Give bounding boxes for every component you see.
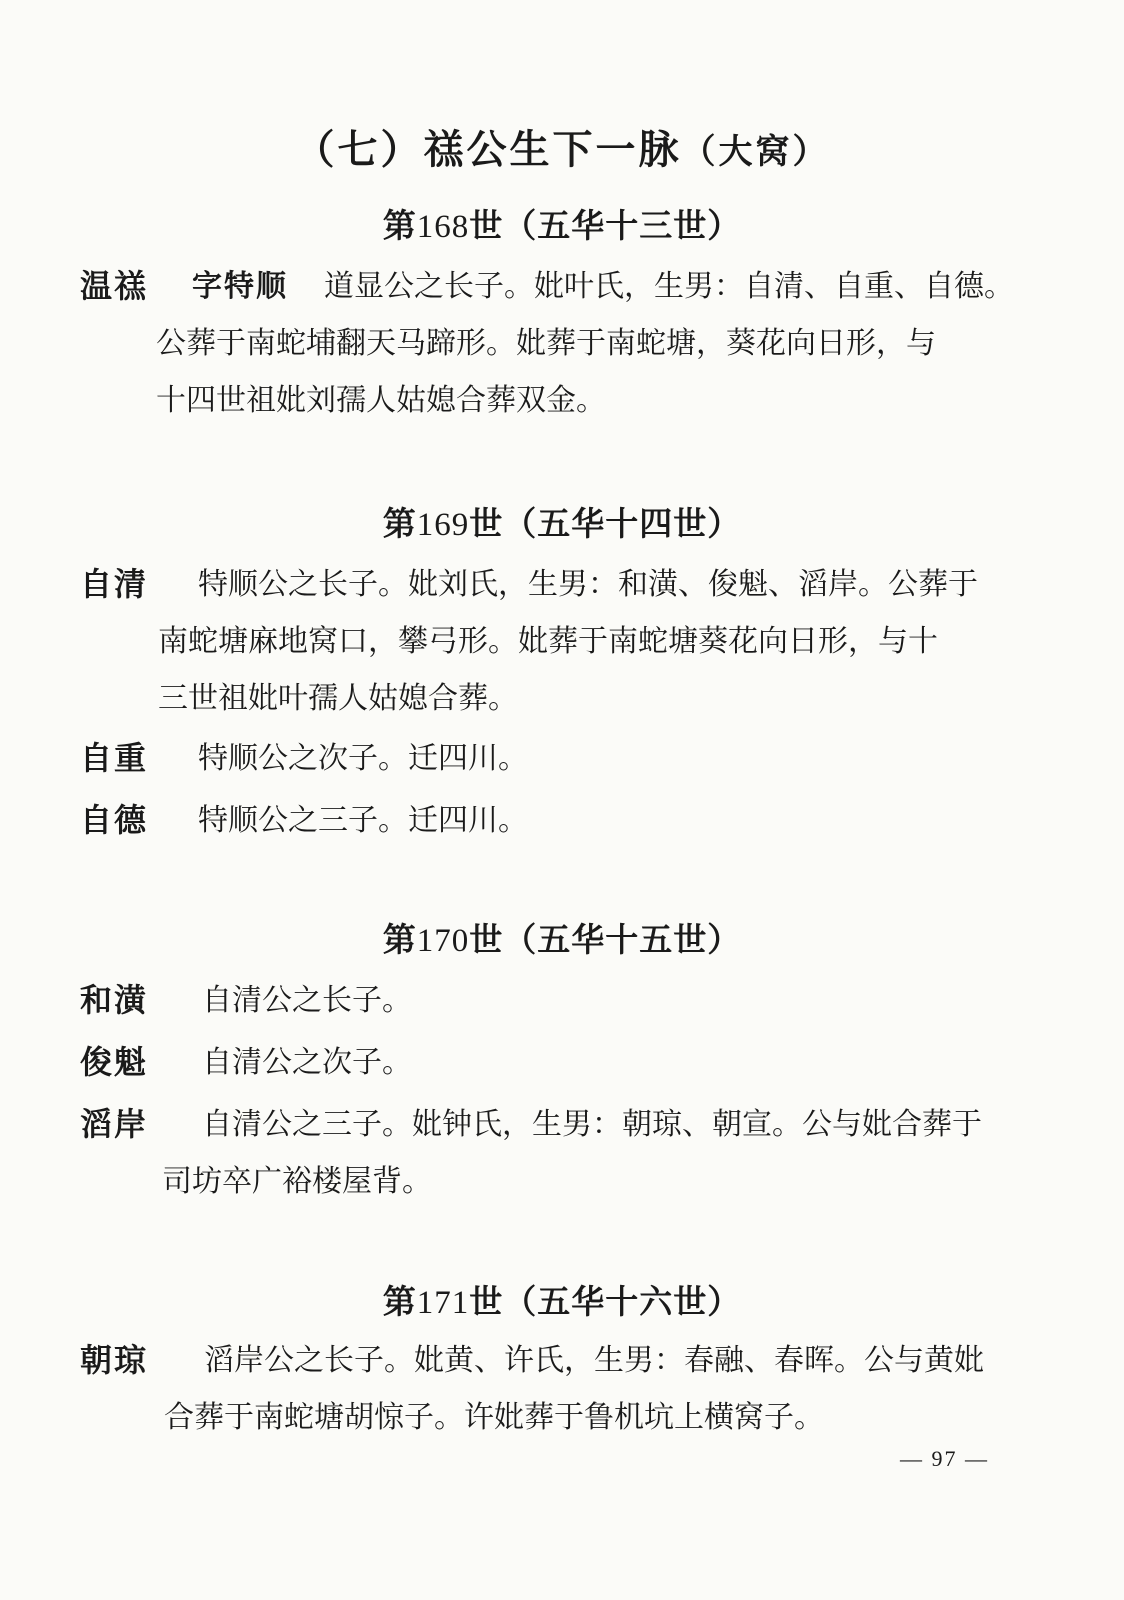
entry-line: 自清公之次子。	[202, 1045, 412, 1080]
entry-line: 特顺公之三子。迁四川。	[198, 803, 528, 838]
entry-name: 自清	[80, 565, 149, 603]
entry-line: 司坊卒广裕楼屋背。	[162, 1164, 432, 1199]
entry-zi-de	[80, 792, 1040, 849]
generation-heading-171: 第171世（五华十六世）	[382, 1282, 742, 1321]
page-title	[0, 118, 1124, 175]
entry-name: 自德	[80, 801, 149, 839]
generation-heading-168: 第168世（五华十三世）	[382, 206, 742, 245]
entry-line: 自清公之长子。	[202, 983, 412, 1018]
entry-line: 合葬于南蛇塘胡惊子。许妣葬于鲁机坑上横窝子。	[164, 1400, 824, 1435]
entry-name: 和潢	[80, 981, 149, 1019]
entry-wen-zhuo	[80, 258, 1040, 429]
entry-line: 特顺公之次子。迁四川。	[198, 741, 528, 776]
entry-he-huang	[80, 972, 1040, 1029]
entry-line: 三世祖妣叶孺人姑媳合葬。	[158, 681, 518, 716]
entry-tao-an	[80, 1096, 1040, 1210]
entry-jun-kui	[80, 1034, 1040, 1091]
entry-zi: 字特顺	[192, 269, 288, 304]
generation-heading-169: 第169世（五华十四世）	[382, 504, 742, 543]
entry-name: 俊魁	[80, 1043, 149, 1081]
entry-zi-zhong	[80, 730, 1040, 787]
entry-line: 特顺公之长子。妣刘氏，生男：和潢、俊魁、滔岸。公葬于	[198, 567, 978, 602]
title-main: （七）禚公生下一脉	[294, 126, 682, 173]
entry-name: 温禚	[80, 267, 149, 305]
title-sub: （大窝）	[681, 132, 830, 172]
entry-name: 朝琼	[80, 1341, 149, 1379]
entry-line: 字特顺 道显公之长子。妣叶氏，生男：自清、自重、自德。	[192, 269, 1014, 304]
entry-line: 公葬于南蛇埔翻天马蹄形。妣葬于南蛇塘，葵花向日形，与	[156, 326, 936, 361]
entry-name: 滔岸	[80, 1105, 149, 1143]
entry-line: 滔岸公之长子。妣黄、许氏，生男：春融、春晖。公与黄妣	[204, 1343, 984, 1378]
entry-line: 十四世祖妣刘孺人姑媳合葬双金。	[156, 383, 606, 418]
generation-heading-170: 第170世（五华十五世）	[382, 920, 742, 959]
entry-name: 自重	[80, 739, 149, 777]
entry-chao-qiong	[80, 1332, 1040, 1446]
page-number: — 97 —	[900, 1446, 989, 1471]
entry-line: 自清公之三子。妣钟氏，生男：朝琼、朝宣。公与妣合葬于	[202, 1107, 982, 1142]
entry-line: 南蛇塘麻地窝口，攀弓形。妣葬于南蛇塘葵花向日形，与十	[158, 624, 938, 659]
entry-zi-qing	[80, 556, 1040, 727]
